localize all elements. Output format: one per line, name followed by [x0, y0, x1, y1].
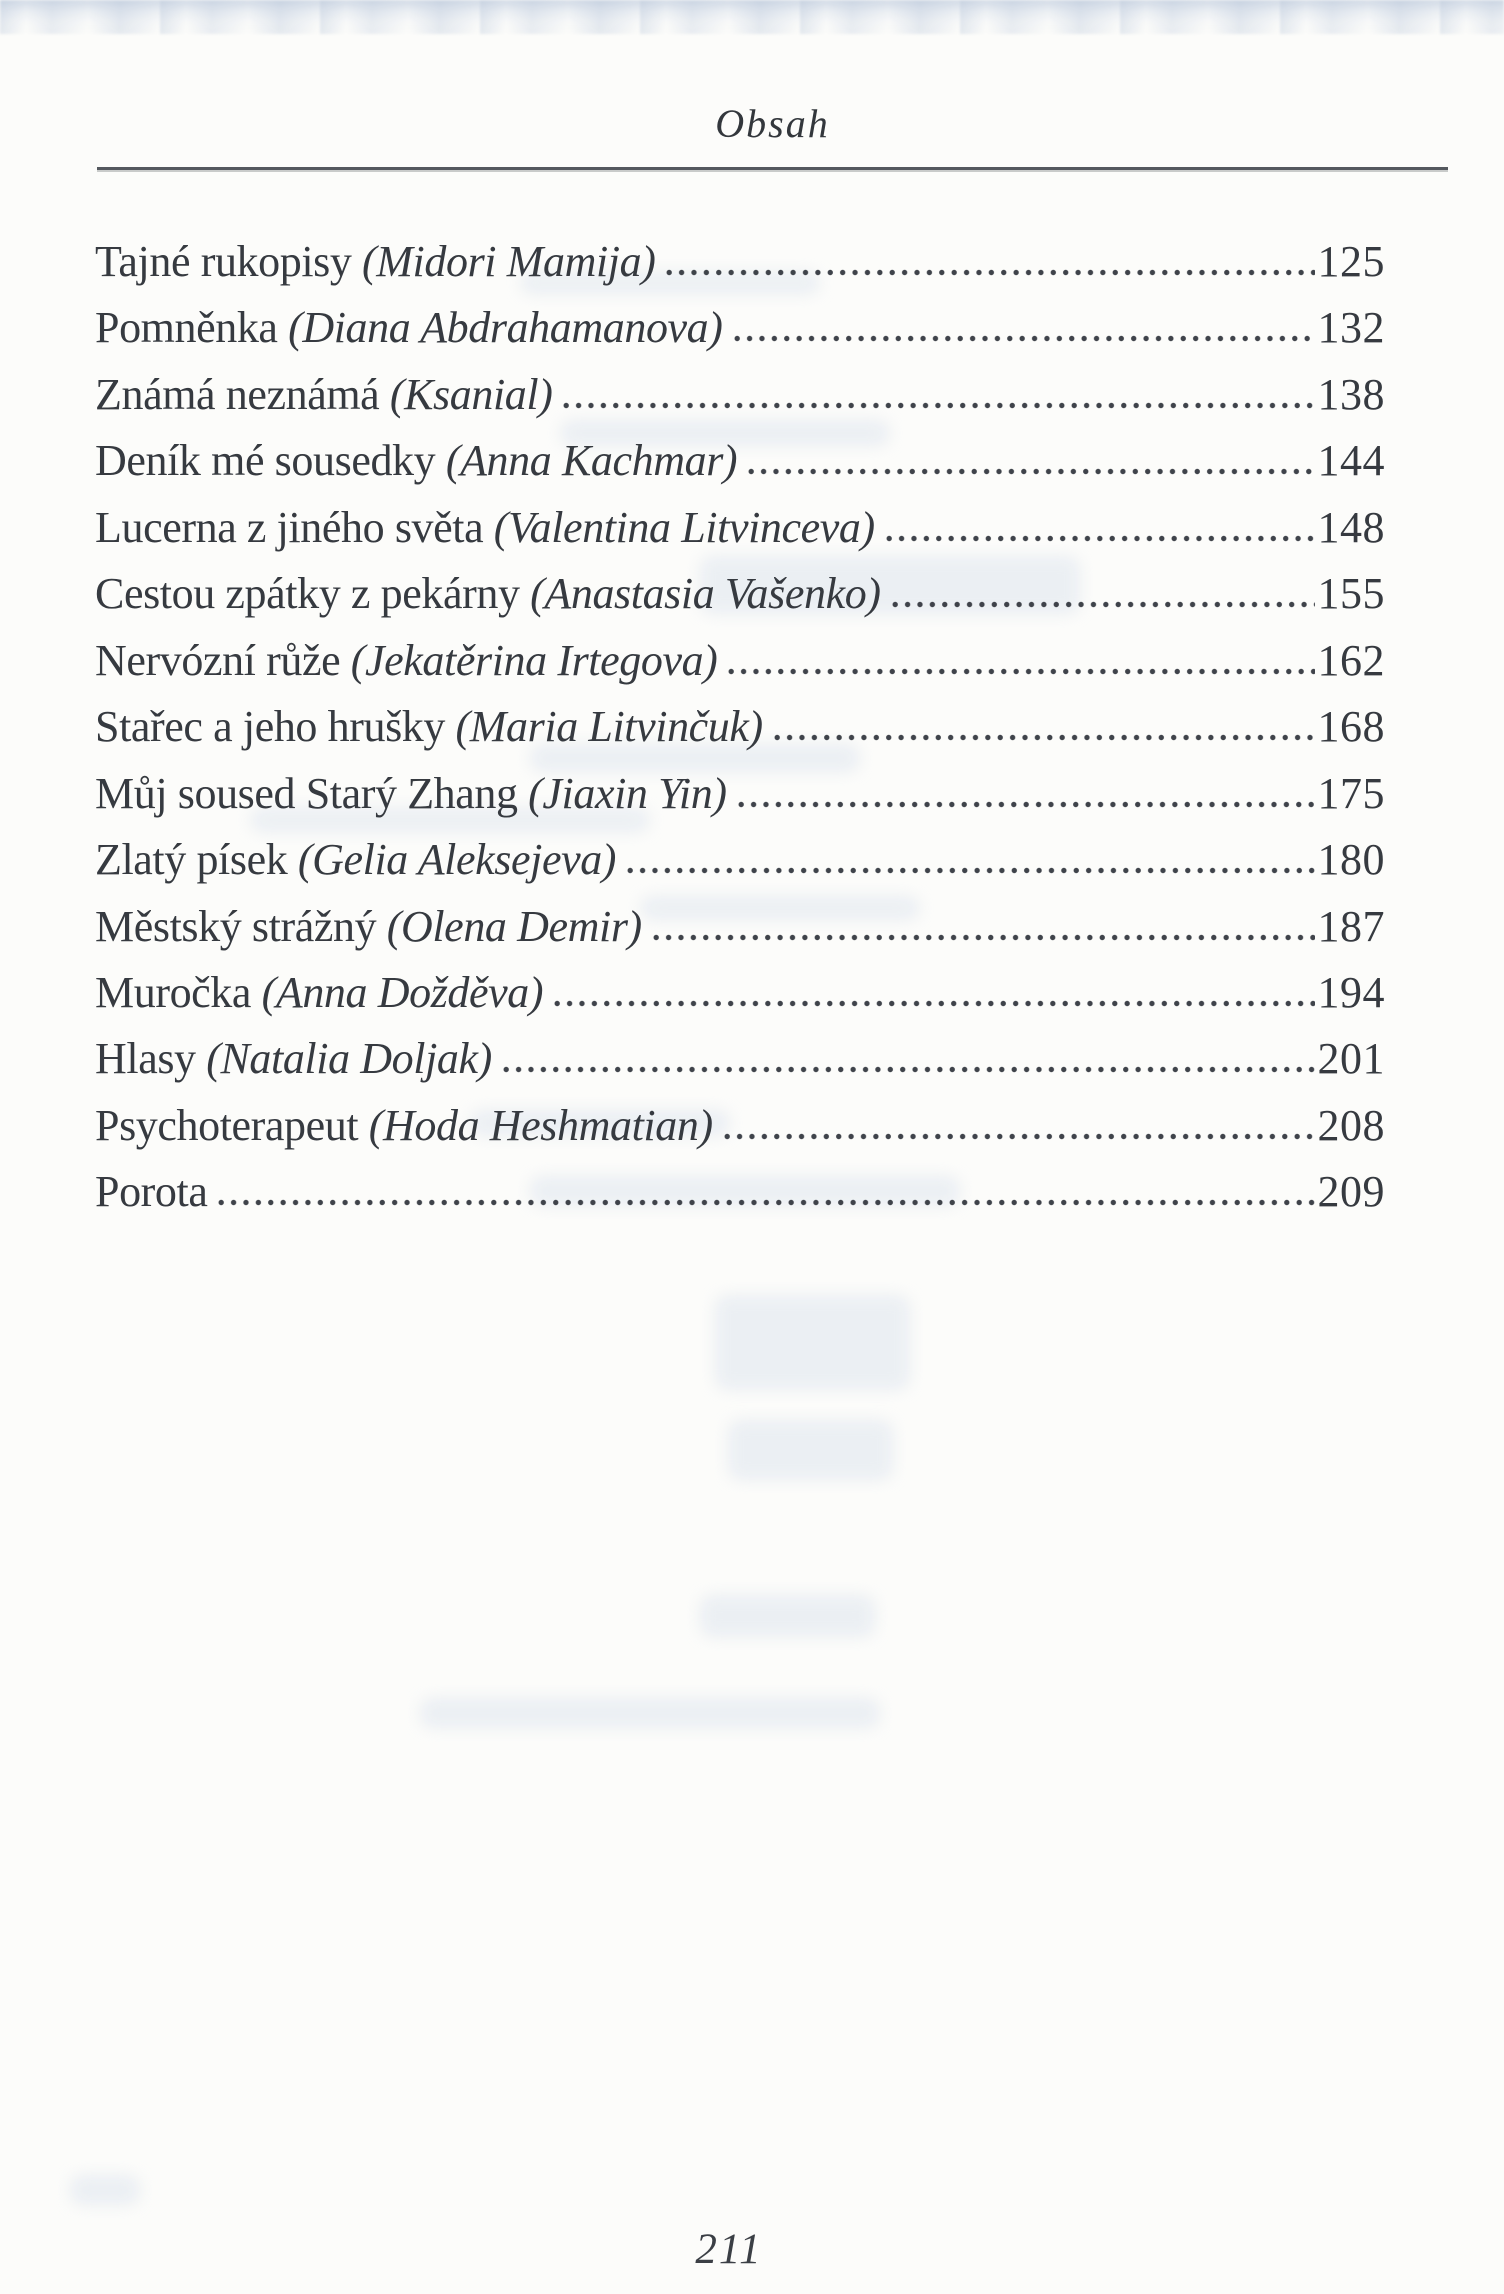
toc-entry-author: (Olena Demir) — [386, 901, 642, 951]
bleedthrough-smudge — [70, 2175, 140, 2205]
toc-entry-author: (Anna Dožděva) — [261, 967, 544, 1017]
toc-entry-title: Městský strážný — [95, 901, 377, 951]
toc-entry — [95, 761, 1385, 827]
toc-entry-author: (Jekatěrina Irtegova) — [350, 635, 718, 685]
toc-entry-dot-leader — [663, 269, 1314, 276]
toc-entry-dot-leader — [883, 535, 1315, 542]
toc-entry — [95, 628, 1385, 694]
toc-list — [95, 229, 1385, 1226]
toc-entry-page-number: 187 — [1317, 901, 1385, 951]
scan-edge-artifact — [0, 0, 1504, 34]
toc-entry-title: Stařec a jeho hrušky — [95, 702, 445, 752]
toc-entry-title: Porota — [95, 1167, 208, 1217]
page-title: Obsah — [715, 101, 830, 146]
toc-entry — [95, 827, 1385, 893]
toc-entry-title: Psychoterapeut — [95, 1100, 359, 1150]
toc-entry-author: (Anastasia Vašenko) — [530, 569, 881, 619]
toc-entry-author: (Midori Mamija) — [362, 237, 656, 286]
toc-entry-dot-leader — [889, 601, 1315, 608]
toc-entry-page-number: 201 — [1317, 1034, 1385, 1084]
toc-entry-page-number: 208 — [1317, 1100, 1385, 1150]
toc-entry-page-number: 180 — [1317, 835, 1385, 885]
toc-entry-title: Pomněnka — [95, 303, 278, 353]
toc-entry-dot-leader — [560, 402, 1314, 409]
toc-entry-dot-leader — [721, 1133, 1315, 1140]
toc-entry — [95, 694, 1385, 760]
toc-entry-dot-leader — [215, 1199, 1314, 1206]
toc-entry-page-number: 162 — [1317, 635, 1385, 685]
toc-entry — [95, 1093, 1385, 1159]
toc-entry-title: Tajné rukopisy — [95, 237, 352, 286]
toc-entry-author: (Anna Kachmar) — [445, 436, 738, 486]
toc-entry-title: Deník mé sousedky — [95, 436, 436, 486]
toc-entry-page-number: 194 — [1317, 967, 1385, 1017]
toc-entry-title: Hlasy — [95, 1034, 196, 1084]
toc-entry-author: (Valentina Litvinceva) — [493, 502, 875, 552]
toc-entry — [95, 495, 1385, 561]
toc-entry-page-number: 148 — [1317, 502, 1385, 552]
toc-entry-dot-leader — [624, 867, 1314, 874]
toc-entry-dot-leader — [771, 734, 1315, 741]
toc-entry-dot-leader — [745, 468, 1314, 475]
bleedthrough-smudge — [728, 1420, 893, 1480]
toc-entry-page-number: 144 — [1317, 436, 1385, 486]
toc-entry-page-number: 175 — [1317, 768, 1385, 818]
toc-entry — [95, 362, 1385, 428]
toc-entry-dot-leader — [500, 1066, 1315, 1073]
toc-entry-author: (Maria Litvinčuk) — [455, 702, 763, 752]
toc-entry-page-number: 125 — [1317, 237, 1385, 286]
header-divider — [97, 167, 1448, 170]
toc-entry-title: Lucerna z jiného světa — [95, 502, 484, 552]
toc-entry-page-number: 155 — [1317, 569, 1385, 619]
toc-entry — [95, 1026, 1385, 1092]
toc-entry-author: (Diana Abdrahamanova) — [288, 303, 723, 353]
toc-entry — [95, 1159, 1385, 1225]
toc-entry — [95, 428, 1385, 494]
toc-entry-author: (Hoda Heshmatian) — [368, 1100, 713, 1150]
toc-entry-dot-leader — [725, 668, 1314, 675]
toc-entry-title: Zlatý písek — [95, 835, 288, 885]
toc-entry-dot-leader — [735, 801, 1315, 808]
toc-entry-dot-leader — [731, 335, 1315, 342]
toc-entry-author: (Jiaxin Yin) — [528, 768, 727, 818]
toc-entry-author: (Gelia Aleksejeva) — [297, 835, 617, 885]
toc-entry-author: (Natalia Doljak) — [206, 1034, 492, 1084]
bleedthrough-smudge — [700, 1595, 875, 1637]
toc-entry-dot-leader — [650, 934, 1315, 941]
toc-entry-page-number: 168 — [1317, 702, 1385, 752]
toc-entry — [95, 561, 1385, 627]
toc-entry — [95, 229, 1385, 295]
toc-entry-title: Můj soused Starý Zhang — [95, 768, 518, 818]
toc-entry-page-number: 209 — [1317, 1167, 1385, 1217]
toc-entry — [95, 960, 1385, 1026]
footer-page-number: 211 — [695, 2226, 763, 2273]
toc-entry-dot-leader — [551, 1000, 1314, 1007]
toc-entry-author: (Ksanial) — [389, 369, 553, 419]
toc-entry-page-number: 138 — [1317, 369, 1385, 419]
toc-entry-title: Cestou zpátky z pekárny — [95, 569, 520, 619]
toc-entry — [95, 295, 1385, 361]
toc-entry-page-number: 132 — [1317, 303, 1385, 353]
toc-entry — [95, 894, 1385, 960]
toc-entry-title: Nervózní růže — [95, 635, 341, 685]
toc-entry-title: Muročka — [95, 967, 252, 1017]
bleedthrough-smudge — [420, 1698, 880, 1728]
toc-entry-title: Známá neznámá — [95, 369, 380, 419]
bleedthrough-smudge — [715, 1295, 910, 1390]
